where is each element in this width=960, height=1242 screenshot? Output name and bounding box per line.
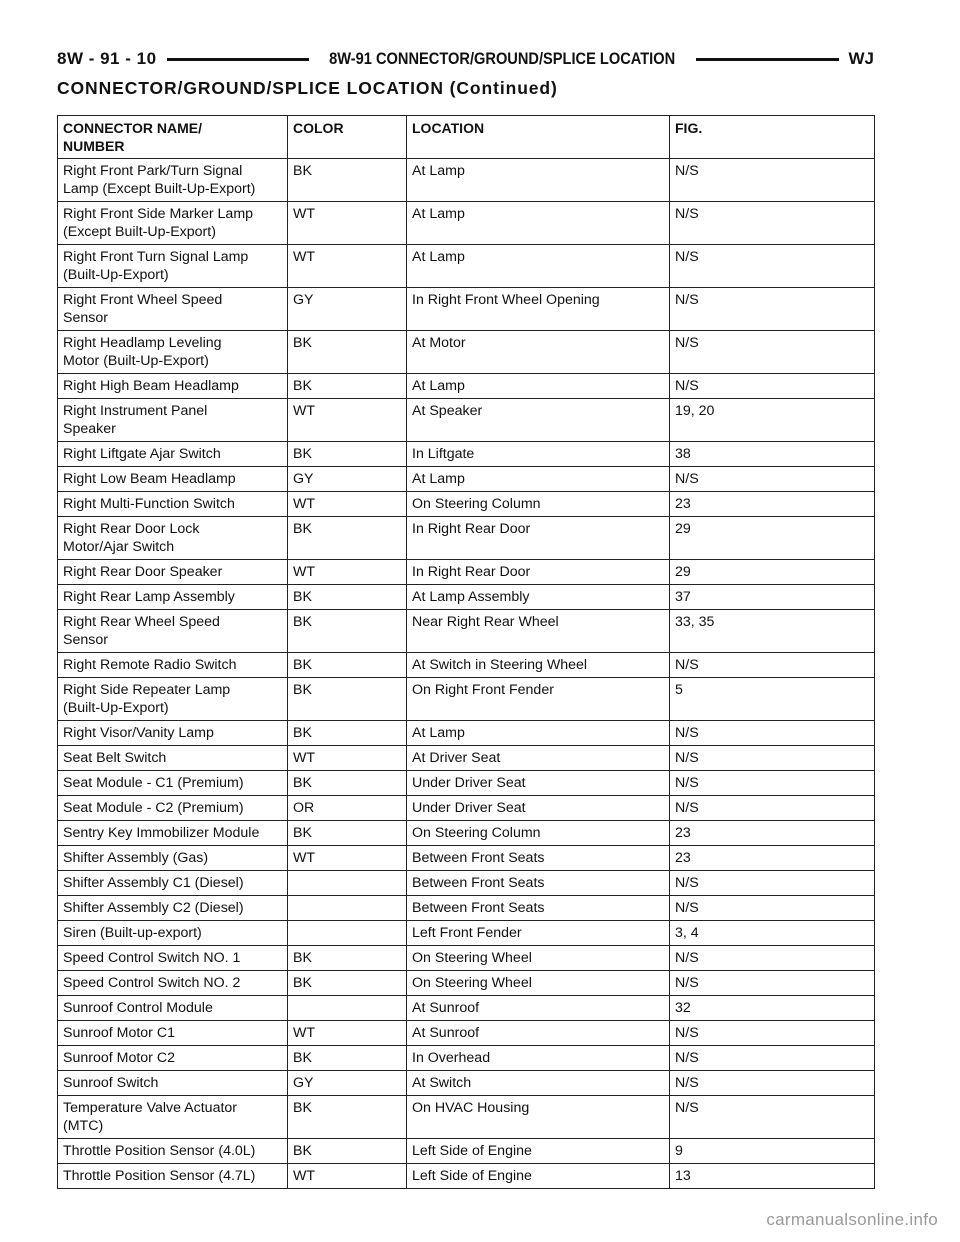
table-row	[58, 871, 875, 896]
header-rule-left	[167, 58, 310, 61]
connector-location-table	[57, 115, 875, 1189]
cell-connector-name: Right Visor/Vanity Lamp	[58, 721, 288, 746]
table-row	[58, 288, 875, 331]
cell-color: BK	[288, 159, 407, 202]
cell-location: On Steering Wheel	[407, 946, 670, 971]
cell-color: BK	[288, 946, 407, 971]
cell-fig: N/S	[670, 746, 875, 771]
cell-color: BK	[288, 1139, 407, 1164]
table-row	[58, 331, 875, 374]
cell-connector-name: Right Liftgate Ajar Switch	[58, 442, 288, 467]
cell-connector-name: Right Rear Wheel Speed Sensor	[58, 610, 288, 653]
table-row	[58, 896, 875, 921]
cell-fig: N/S	[670, 971, 875, 996]
cell-color: WT	[288, 202, 407, 245]
cell-location: At Speaker	[407, 399, 670, 442]
cell-location: At Switch	[407, 1071, 670, 1096]
table-row	[58, 921, 875, 946]
cell-connector-name: Sunroof Motor C2	[58, 1046, 288, 1071]
cell-color: BK	[288, 610, 407, 653]
cell-connector-name: Seat Module - C1 (Premium)	[58, 771, 288, 796]
table-row	[58, 1096, 875, 1139]
cell-fig: N/S	[670, 1071, 875, 1096]
cell-location: Between Front Seats	[407, 846, 670, 871]
cell-fig: N/S	[670, 374, 875, 399]
table-row	[58, 1021, 875, 1046]
cell-location: At Lamp	[407, 202, 670, 245]
table-row	[58, 1139, 875, 1164]
cell-fig: N/S	[670, 796, 875, 821]
cell-connector-name: Shifter Assembly C2 (Diesel)	[58, 896, 288, 921]
cell-connector-name: Speed Control Switch NO. 1	[58, 946, 288, 971]
cell-color: BK	[288, 721, 407, 746]
table-row	[58, 946, 875, 971]
cell-location: At Driver Seat	[407, 746, 670, 771]
cell-connector-name: Throttle Position Sensor (4.7L)	[58, 1164, 288, 1189]
cell-location: In Right Rear Door	[407, 517, 670, 560]
cell-location: In Right Front Wheel Opening	[407, 288, 670, 331]
cell-connector-name: Right Instrument Panel Speaker	[58, 399, 288, 442]
cell-location: Left Front Fender	[407, 921, 670, 946]
table-row	[58, 1071, 875, 1096]
cell-location: Between Front Seats	[407, 896, 670, 921]
cell-location: At Switch in Steering Wheel	[407, 653, 670, 678]
cell-fig: 23	[670, 846, 875, 871]
cell-connector-name: Siren (Built-up-export)	[58, 921, 288, 946]
cell-fig: 33, 35	[670, 610, 875, 653]
cell-fig: 19, 20	[670, 399, 875, 442]
page-title: CONNECTOR/GROUND/SPLICE LOCATION (Continued)	[57, 78, 558, 98]
cell-color: BK	[288, 1096, 407, 1139]
cell-location: On Right Front Fender	[407, 678, 670, 721]
cell-color: WT	[288, 399, 407, 442]
cell-connector-name: Right High Beam Headlamp	[58, 374, 288, 399]
table-row	[58, 442, 875, 467]
cell-color: BK	[288, 971, 407, 996]
cell-fig: N/S	[670, 245, 875, 288]
cell-color: BK	[288, 1046, 407, 1071]
table-row	[58, 585, 875, 610]
model-code: WJ	[848, 49, 875, 68]
cell-connector-name: Sunroof Motor C1	[58, 1021, 288, 1046]
cell-location: In Overhead	[407, 1046, 670, 1071]
cell-location: On HVAC Housing	[407, 1096, 670, 1139]
cell-fig: 29	[670, 517, 875, 560]
cell-fig: 23	[670, 821, 875, 846]
cell-color: BK	[288, 585, 407, 610]
cell-fig: N/S	[670, 896, 875, 921]
cell-location: At Lamp	[407, 721, 670, 746]
cell-fig: 29	[670, 560, 875, 585]
cell-fig: N/S	[670, 467, 875, 492]
section-name: 8W-91 CONNECTOR/GROUND/SPLICE LOCATION	[329, 49, 676, 68]
cell-connector-name: Shifter Assembly C1 (Diesel)	[58, 871, 288, 896]
cell-fig: N/S	[670, 871, 875, 896]
cell-color: BK	[288, 442, 407, 467]
table-row	[58, 560, 875, 585]
cell-connector-name: Right Rear Door Speaker	[58, 560, 288, 585]
cell-fig: N/S	[670, 721, 875, 746]
cell-color: GY	[288, 288, 407, 331]
cell-color: OR	[288, 796, 407, 821]
cell-location: In Liftgate	[407, 442, 670, 467]
cell-connector-name: Right Side Repeater Lamp (Built-Up-Export)	[58, 678, 288, 721]
cell-color: BK	[288, 771, 407, 796]
header-rule-right	[696, 58, 839, 61]
cell-fig: N/S	[670, 202, 875, 245]
cell-color: WT	[288, 245, 407, 288]
table-row	[58, 467, 875, 492]
cell-location: Under Driver Seat	[407, 796, 670, 821]
cell-fig: 38	[670, 442, 875, 467]
cell-connector-name: Sunroof Control Module	[58, 996, 288, 1021]
cell-color: BK	[288, 653, 407, 678]
cell-fig: N/S	[670, 946, 875, 971]
cell-connector-name: Speed Control Switch NO. 2	[58, 971, 288, 996]
cell-color: BK	[288, 517, 407, 560]
cell-location: Left Side of Engine	[407, 1164, 670, 1189]
cell-location: Left Side of Engine	[407, 1139, 670, 1164]
cell-location: Between Front Seats	[407, 871, 670, 896]
table-row	[58, 846, 875, 871]
cell-color	[288, 921, 407, 946]
cell-location: At Lamp	[407, 159, 670, 202]
cell-location: On Steering Column	[407, 492, 670, 517]
cell-color	[288, 896, 407, 921]
table-row	[58, 399, 875, 442]
column-header-color: COLOR	[288, 116, 407, 159]
cell-color: BK	[288, 821, 407, 846]
cell-fig: N/S	[670, 288, 875, 331]
cell-color: WT	[288, 846, 407, 871]
cell-fig: 32	[670, 996, 875, 1021]
watermark: carmanualsonline.info	[766, 1210, 938, 1229]
table-body	[58, 159, 875, 1189]
cell-location: At Sunroof	[407, 996, 670, 1021]
cell-connector-name: Right Multi-Function Switch	[58, 492, 288, 517]
cell-connector-name: Seat Belt Switch	[58, 746, 288, 771]
table-row	[58, 746, 875, 771]
table-row	[58, 374, 875, 399]
table-row	[58, 653, 875, 678]
cell-color: GY	[288, 467, 407, 492]
cell-location: At Lamp	[407, 245, 670, 288]
cell-location: At Sunroof	[407, 1021, 670, 1046]
cell-connector-name: Right Remote Radio Switch	[58, 653, 288, 678]
cell-color	[288, 871, 407, 896]
cell-location: On Steering Column	[407, 821, 670, 846]
cell-fig: 23	[670, 492, 875, 517]
cell-color: WT	[288, 746, 407, 771]
column-header-connector: CONNECTOR NAME/ NUMBER	[58, 116, 288, 159]
cell-connector-name: Right Rear Door Lock Motor/Ajar Switch	[58, 517, 288, 560]
cell-connector-name: Right Low Beam Headlamp	[58, 467, 288, 492]
table-row	[58, 1046, 875, 1071]
table-row	[58, 796, 875, 821]
cell-connector-name: Right Headlamp Leveling Motor (Built-Up-Export)	[58, 331, 288, 374]
cell-fig: N/S	[670, 653, 875, 678]
cell-fig: N/S	[670, 1046, 875, 1071]
cell-location: At Lamp Assembly	[407, 585, 670, 610]
table-row	[58, 1164, 875, 1189]
cell-connector-name: Sunroof Switch	[58, 1071, 288, 1096]
table-row	[58, 202, 875, 245]
cell-color: GY	[288, 1071, 407, 1096]
cell-location: At Motor	[407, 331, 670, 374]
cell-color: WT	[288, 560, 407, 585]
cell-connector-name: Right Front Turn Signal Lamp (Built-Up-Export)	[58, 245, 288, 288]
cell-location: On Steering Wheel	[407, 971, 670, 996]
column-header-fig: FIG.	[670, 116, 875, 159]
cell-color: BK	[288, 331, 407, 374]
cell-color: WT	[288, 1164, 407, 1189]
cell-fig: 5	[670, 678, 875, 721]
table-row	[58, 159, 875, 202]
table-row	[58, 678, 875, 721]
table-row	[58, 821, 875, 846]
cell-connector-name: Shifter Assembly (Gas)	[58, 846, 288, 871]
cell-color: BK	[288, 374, 407, 399]
cell-fig: N/S	[670, 1021, 875, 1046]
cell-location: Under Driver Seat	[407, 771, 670, 796]
cell-fig: N/S	[670, 771, 875, 796]
cell-fig: N/S	[670, 1096, 875, 1139]
page-header	[57, 47, 874, 71]
cell-fig: 9	[670, 1139, 875, 1164]
cell-fig: 3, 4	[670, 921, 875, 946]
cell-connector-name: Sentry Key Immobilizer Module	[58, 821, 288, 846]
table-header-row	[58, 116, 875, 159]
table-row	[58, 771, 875, 796]
cell-location: Near Right Rear Wheel	[407, 610, 670, 653]
table-row	[58, 492, 875, 517]
cell-location: At Lamp	[407, 467, 670, 492]
cell-connector-name: Throttle Position Sensor (4.0L)	[58, 1139, 288, 1164]
table-row	[58, 996, 875, 1021]
cell-color	[288, 996, 407, 1021]
table-row	[58, 721, 875, 746]
cell-fig: N/S	[670, 159, 875, 202]
cell-fig: N/S	[670, 331, 875, 374]
cell-connector-name: Right Front Park/Turn Signal Lamp (Except Built-Up-Export)	[58, 159, 288, 202]
table-row	[58, 245, 875, 288]
cell-color: WT	[288, 1021, 407, 1046]
cell-location: In Right Rear Door	[407, 560, 670, 585]
cell-fig: 37	[670, 585, 875, 610]
cell-fig: 13	[670, 1164, 875, 1189]
cell-color: WT	[288, 492, 407, 517]
column-header-location: LOCATION	[407, 116, 670, 159]
cell-color: BK	[288, 678, 407, 721]
cell-connector-name: Right Front Side Marker Lamp (Except Built-Up-Export)	[58, 202, 288, 245]
table-row	[58, 971, 875, 996]
page-number: 8W - 91 - 10	[57, 49, 157, 68]
table-row	[58, 517, 875, 560]
cell-connector-name: Temperature Valve Actuator (MTC)	[58, 1096, 288, 1139]
cell-connector-name: Right Front Wheel Speed Sensor	[58, 288, 288, 331]
cell-connector-name: Right Rear Lamp Assembly	[58, 585, 288, 610]
cell-connector-name: Seat Module - C2 (Premium)	[58, 796, 288, 821]
table-row	[58, 610, 875, 653]
cell-location: At Lamp	[407, 374, 670, 399]
